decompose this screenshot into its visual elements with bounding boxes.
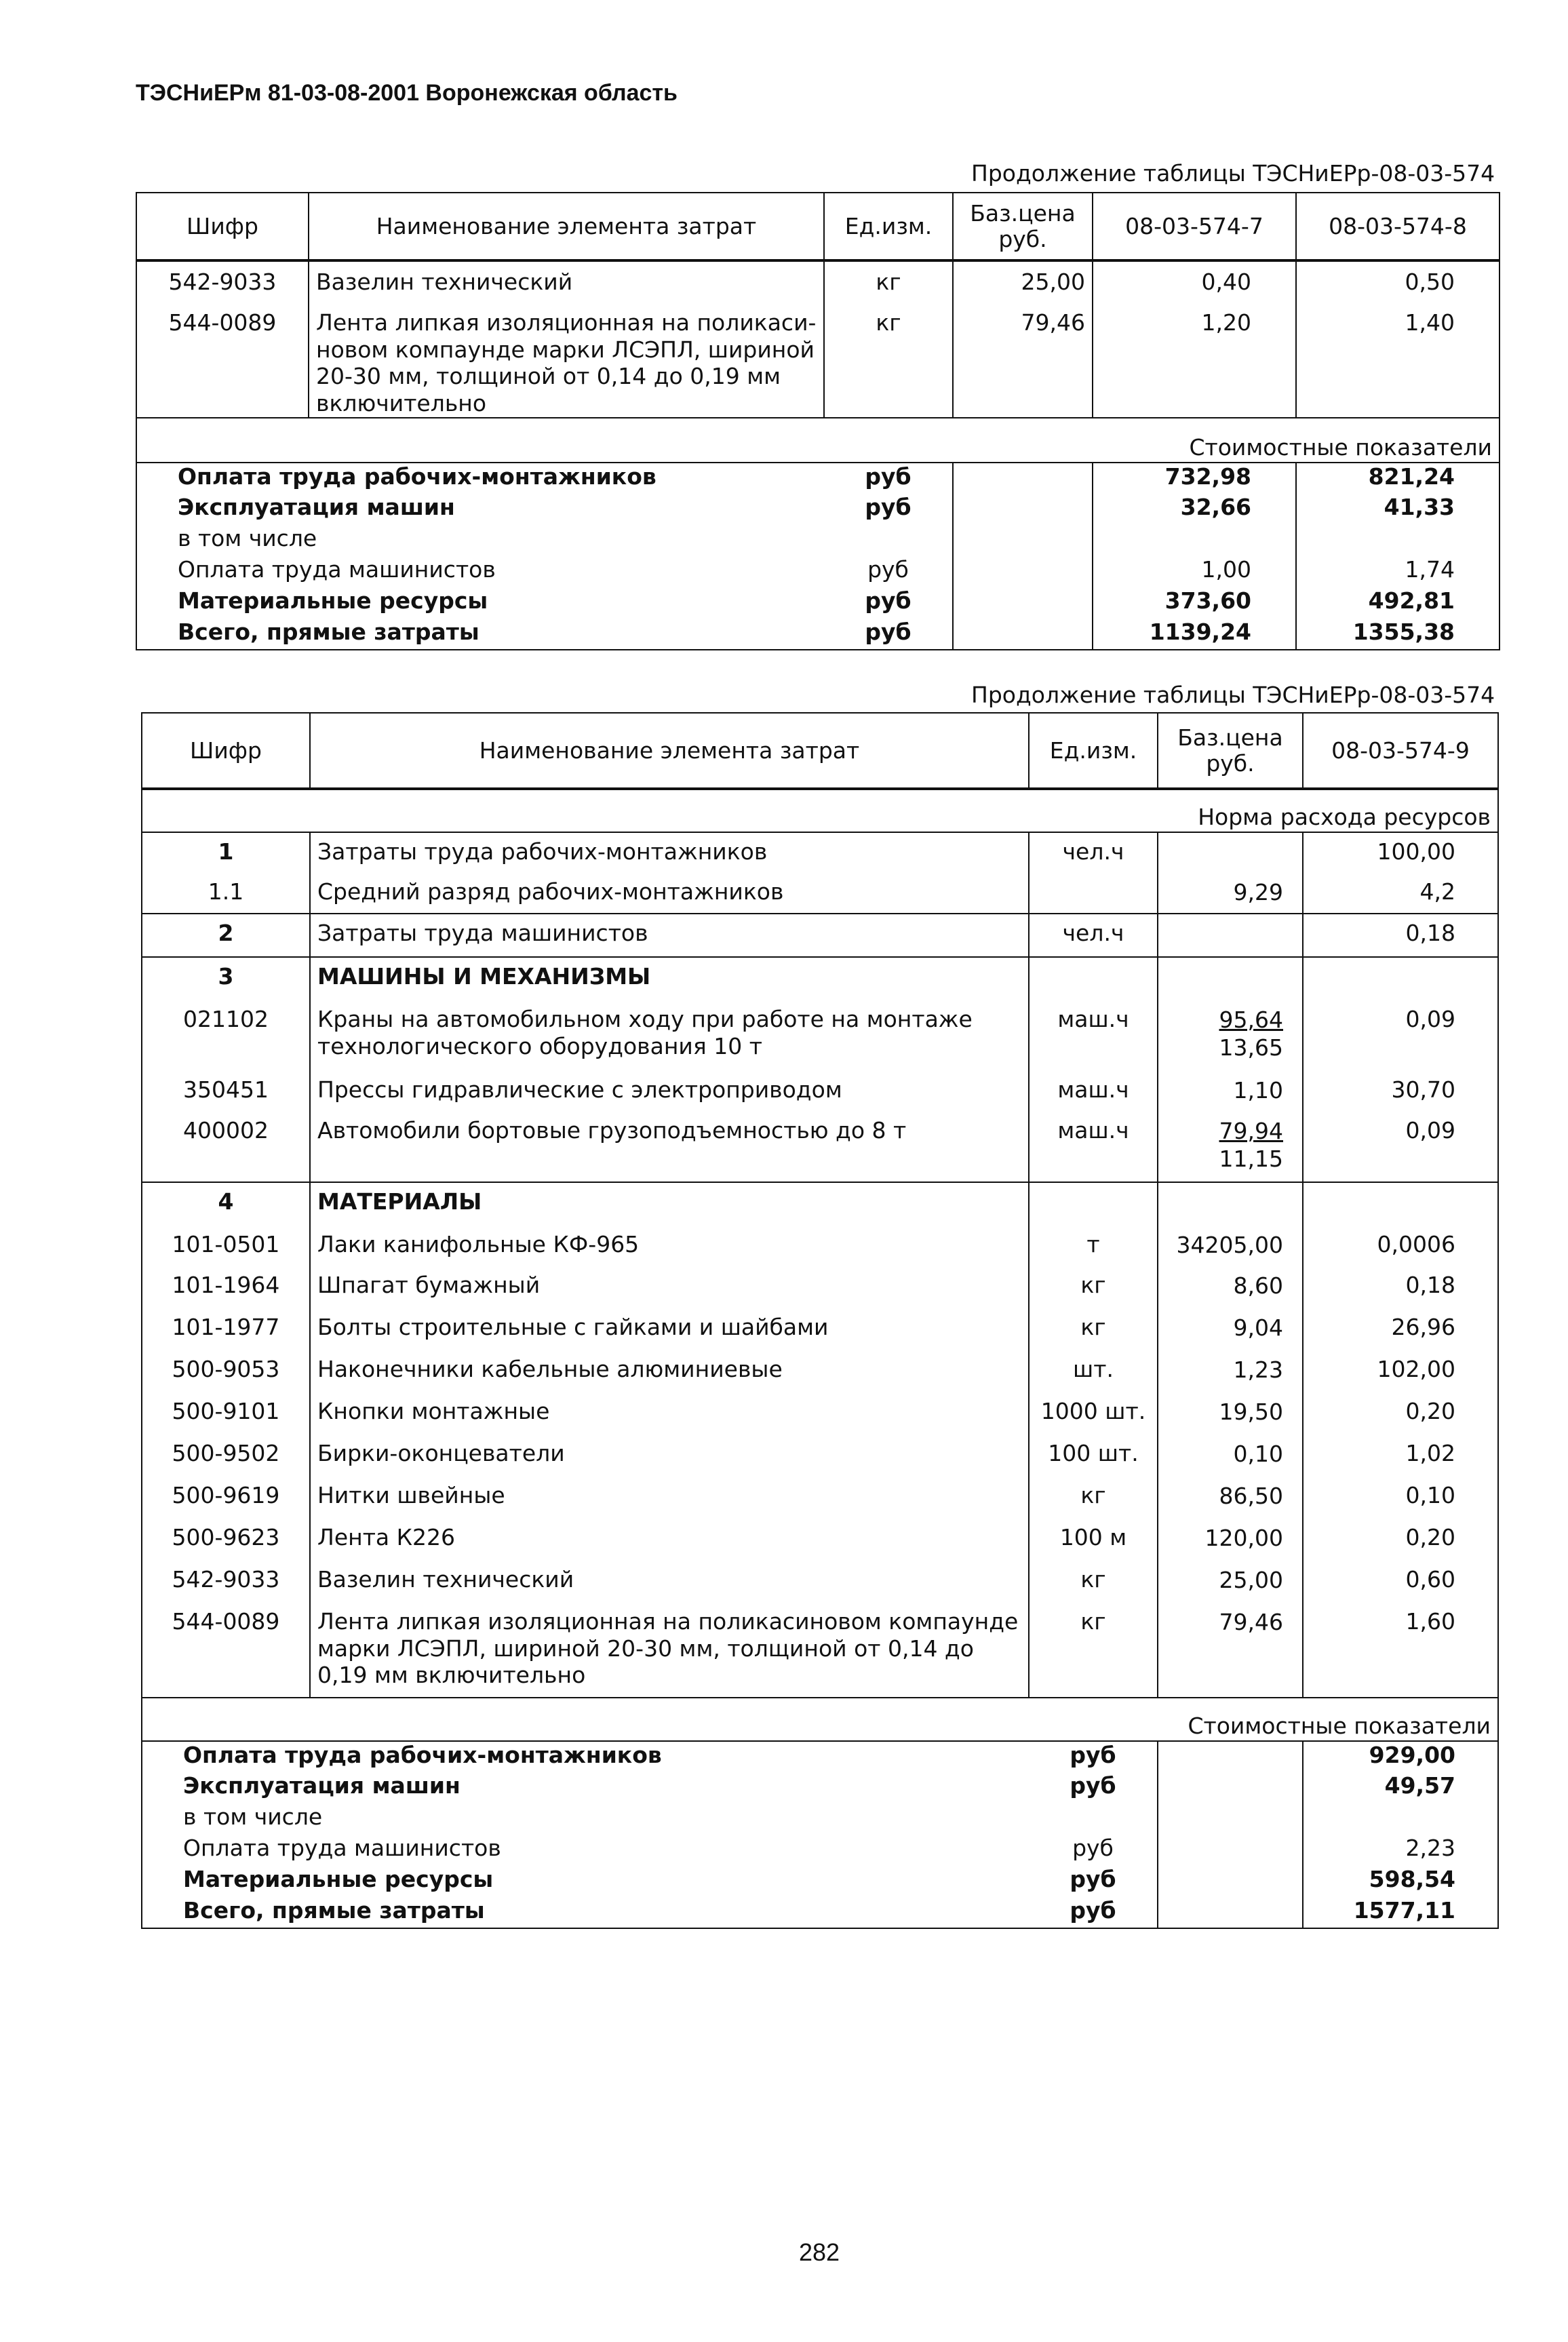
summary-row <box>142 1866 1498 1897</box>
summary-unit: руб <box>824 587 953 619</box>
row-name-line: 20-30 мм, толщиной от 0,14 до 0,19 мм <box>316 363 781 390</box>
row-value: 0,18 <box>1303 914 1498 957</box>
summary-row <box>136 463 1500 494</box>
row-value: 0,0006 <box>1303 1226 1498 1266</box>
row-unit: 1000 шт. <box>1029 1392 1158 1435</box>
table-row <box>142 832 1498 873</box>
summary-row <box>136 619 1500 650</box>
summary-empty <box>953 463 1093 494</box>
row-unit: кг <box>1029 1308 1158 1350</box>
row-value: 0,20 <box>1303 1392 1498 1435</box>
row-name: Лаки канифольные КФ-965 <box>310 1226 1029 1266</box>
summary-unit: руб <box>1029 1741 1158 1772</box>
summary-value: 1577,11 <box>1303 1897 1498 1928</box>
row-price <box>1158 1226 1303 1266</box>
row-code: 350451 <box>142 1071 310 1112</box>
table-row <box>142 1561 1498 1603</box>
summary-value <box>1303 1803 1498 1835</box>
price-value: 9,04 <box>1233 1314 1283 1341</box>
table-row <box>136 260 1500 302</box>
row-code: 500-9623 <box>142 1519 310 1561</box>
row-code: 500-9502 <box>142 1435 310 1477</box>
header-code: Шифр <box>142 713 310 789</box>
row-code: 500-9101 <box>142 1392 310 1435</box>
row-price <box>1158 1561 1303 1603</box>
row-unit <box>1029 1182 1158 1226</box>
table-row <box>142 1519 1498 1561</box>
row-unit: чел.ч <box>1029 914 1158 957</box>
table2-caption: Продолжение таблицы ТЭСНиЕРр-08-03-574 <box>971 682 1495 708</box>
table2-header-row <box>142 713 1498 789</box>
summary-empty <box>953 556 1093 587</box>
summary-label: Материальные ресурсы <box>136 587 824 619</box>
row-price <box>1158 1071 1303 1112</box>
row-name: МАШИНЫ И МЕХАНИЗМЫ <box>310 957 1029 1000</box>
summary-row <box>136 556 1500 587</box>
table-row <box>142 1308 1498 1350</box>
summary-value: 49,57 <box>1303 1772 1498 1803</box>
header-unit: Ед.изм. <box>824 193 953 260</box>
summary-row <box>136 525 1500 556</box>
summary-value-2: 492,81 <box>1296 587 1500 619</box>
row-value: 0,10 <box>1303 1477 1498 1519</box>
summary-empty <box>1158 1803 1303 1835</box>
row-name: Автомобили бортовые грузоподъемностью до 8 т <box>310 1112 1029 1182</box>
row-price: 25,00 <box>953 260 1093 302</box>
section-row <box>136 418 1500 463</box>
row-price <box>1158 1182 1303 1226</box>
summary-empty <box>953 525 1093 556</box>
row-name: Затраты труда машинистов <box>310 914 1029 957</box>
summary-unit: руб <box>824 494 953 525</box>
row-value: 4,2 <box>1303 873 1498 914</box>
summary-unit: руб <box>1029 1772 1158 1803</box>
summary-empty <box>953 587 1093 619</box>
summary-value: 2,23 <box>1303 1835 1498 1866</box>
row-price <box>1158 1392 1303 1435</box>
row-unit <box>1029 873 1158 914</box>
header-price: Баз.цена руб. <box>1158 713 1303 789</box>
row-unit <box>1029 957 1158 1000</box>
summary-empty <box>1158 1835 1303 1866</box>
row-value: 26,96 <box>1303 1308 1498 1350</box>
summary-row <box>142 1803 1498 1835</box>
summary-row <box>136 494 1500 525</box>
row-value: 1,60 <box>1303 1603 1498 1698</box>
row-value-1: 1,20 <box>1093 302 1296 418</box>
row-unit: кг <box>824 302 953 418</box>
summary-empty <box>1158 1897 1303 1928</box>
summary-label: Эксплуатация машин <box>136 494 824 525</box>
header-name: Наименование элемента затрат <box>309 193 824 260</box>
row-unit: 100 шт. <box>1029 1435 1158 1477</box>
row-unit: кг <box>824 260 953 302</box>
table1-caption: Продолжение таблицы ТЭСНиЕРр-08-03-574 <box>971 160 1495 187</box>
summary-label: Эксплуатация машин <box>142 1772 1029 1803</box>
table-row <box>142 1477 1498 1519</box>
row-value: 0,18 <box>1303 1266 1498 1308</box>
table2 <box>141 712 1499 1929</box>
summary-row <box>142 1835 1498 1866</box>
row-value: 0,09 <box>1303 1112 1498 1182</box>
price-value: 19,50 <box>1219 1399 1283 1425</box>
row-code: 500-9619 <box>142 1477 310 1519</box>
row-value: 102,00 <box>1303 1350 1498 1392</box>
row-unit: шт. <box>1029 1350 1158 1392</box>
summary-value-1: 1139,24 <box>1093 619 1296 650</box>
table-row <box>142 1112 1498 1182</box>
row-price <box>1158 1000 1303 1071</box>
summary-empty <box>953 494 1093 525</box>
summary-value: 598,54 <box>1303 1866 1498 1897</box>
row-name: Шпагат бумажный <box>310 1266 1029 1308</box>
section-label: Стоимостные показатели <box>142 1698 1498 1741</box>
row-price <box>1158 1308 1303 1350</box>
table-row <box>142 1226 1498 1266</box>
price-value: 0,10 <box>1233 1441 1283 1467</box>
row-code: 2 <box>142 914 310 957</box>
table-row <box>136 302 1500 418</box>
table-row <box>142 1071 1498 1112</box>
row-value: 1,02 <box>1303 1435 1498 1477</box>
table-row <box>142 1435 1498 1477</box>
row-price <box>1158 1350 1303 1392</box>
row-unit: т <box>1029 1226 1158 1266</box>
summary-empty <box>1158 1866 1303 1897</box>
table-row <box>142 1350 1498 1392</box>
header-col2: 08-03-574-8 <box>1296 193 1500 260</box>
summary-value-2 <box>1296 525 1500 556</box>
price-value: 1,10 <box>1233 1077 1283 1104</box>
row-price <box>1158 1435 1303 1477</box>
row-code: 1.1 <box>142 873 310 914</box>
row-value: 100,00 <box>1303 832 1498 873</box>
header-col1: 08-03-574-7 <box>1093 193 1296 260</box>
row-name-line: новом компаунде марки ЛСЭПЛ, шириной <box>316 336 815 363</box>
row-code: 1 <box>142 832 310 873</box>
price-value-machinist: 13,65 <box>1219 1034 1283 1061</box>
row-code: 3 <box>142 957 310 1000</box>
row-code: 021102 <box>142 1000 310 1071</box>
header-unit: Ед.изм. <box>1029 713 1158 789</box>
row-unit: кг <box>1029 1266 1158 1308</box>
summary-empty <box>953 619 1093 650</box>
row-value-2: 1,40 <box>1296 302 1500 418</box>
row-name: Средний разряд рабочих-монтажников <box>310 873 1029 914</box>
header-code: Шифр <box>136 193 309 260</box>
summary-value-2: 821,24 <box>1296 463 1500 494</box>
row-code: 400002 <box>142 1112 310 1182</box>
price-value: 86,50 <box>1219 1483 1283 1509</box>
row-unit: 100 м <box>1029 1519 1158 1561</box>
table1 <box>136 192 1500 650</box>
summary-value-1: 732,98 <box>1093 463 1296 494</box>
summary-label: Оплата труда машинистов <box>142 1835 1029 1866</box>
row-unit: маш.ч <box>1029 1071 1158 1112</box>
row-code: 542-9033 <box>142 1561 310 1603</box>
row-name-line: Лента липкая изоляционная на поликаси- <box>316 309 817 336</box>
summary-label: в том числе <box>136 525 824 556</box>
norm-label: Норма расхода ресурсов <box>142 789 1498 832</box>
row-name: Вазелин технический <box>310 1561 1029 1603</box>
row-name-line: включительно <box>316 389 487 416</box>
row-value <box>1303 1182 1498 1226</box>
row-name: Бирки-оконцеватели <box>310 1435 1029 1477</box>
row-price <box>1158 1266 1303 1308</box>
row-value-1: 0,40 <box>1093 260 1296 302</box>
summary-unit: руб <box>1029 1835 1158 1866</box>
row-price <box>1158 1477 1303 1519</box>
price-value: 79,94 <box>1219 1118 1283 1144</box>
summary-unit: руб <box>824 619 953 650</box>
header-col1: 08-03-574-9 <box>1303 713 1498 789</box>
summary-label: Оплата труда рабочих-монтажников <box>136 463 824 494</box>
summary-value: 929,00 <box>1303 1741 1498 1772</box>
summary-value-1 <box>1093 525 1296 556</box>
summary-unit: руб <box>824 556 953 587</box>
summary-unit <box>824 525 953 556</box>
price-value-machinist: 11,15 <box>1219 1146 1283 1173</box>
table1-header-row <box>136 193 1500 260</box>
row-unit: маш.ч <box>1029 1112 1158 1182</box>
row-unit: кг <box>1029 1561 1158 1603</box>
row-price <box>1158 832 1303 873</box>
price-value: 34205,00 <box>1176 1232 1283 1258</box>
summary-row <box>142 1741 1498 1772</box>
summary-value-1: 32,66 <box>1093 494 1296 525</box>
row-name: Наконечники кабельные алюминиевые <box>310 1350 1029 1392</box>
row-code: 4 <box>142 1182 310 1226</box>
row-price <box>1158 957 1303 1000</box>
summary-label: Материальные ресурсы <box>142 1866 1029 1897</box>
row-name: Кнопки монтажные <box>310 1392 1029 1435</box>
row-value: 0,09 <box>1303 1000 1498 1071</box>
summary-empty <box>1158 1741 1303 1772</box>
price-value: 9,29 <box>1233 879 1283 905</box>
table-row <box>142 1603 1498 1698</box>
row-name: Затраты труда рабочих-монтажников <box>310 832 1029 873</box>
row-value-2: 0,50 <box>1296 260 1500 302</box>
summary-row <box>142 1897 1498 1928</box>
summary-label: Всего, прямые затраты <box>142 1897 1029 1928</box>
header-name: Наименование элемента затрат <box>310 713 1029 789</box>
table-row <box>142 1182 1498 1226</box>
row-name: Прессы гидравлические с электроприводом <box>310 1071 1029 1112</box>
summary-label: Оплата труда машинистов <box>136 556 824 587</box>
summary-value-1: 373,60 <box>1093 587 1296 619</box>
price-value: 95,64 <box>1219 1007 1283 1033</box>
row-unit: кг <box>1029 1477 1158 1519</box>
summary-label: Оплата труда рабочих-монтажников <box>142 1741 1029 1772</box>
page-number: 282 <box>799 2238 840 2266</box>
row-price <box>1158 873 1303 914</box>
table-row <box>142 873 1498 914</box>
summary-unit <box>1029 1803 1158 1835</box>
summary-empty <box>1158 1772 1303 1803</box>
price-value: 79,46 <box>1219 1609 1283 1635</box>
summary-row <box>136 587 1500 619</box>
row-code: 500-9053 <box>142 1350 310 1392</box>
row-code: 544-0089 <box>142 1603 310 1698</box>
row-value <box>1303 957 1498 1000</box>
row-price <box>1158 914 1303 957</box>
table-row <box>142 1392 1498 1435</box>
summary-unit: руб <box>1029 1866 1158 1897</box>
price-value: 1,23 <box>1233 1357 1283 1383</box>
row-name: МАТЕРИАЛЫ <box>310 1182 1029 1226</box>
row-price <box>1158 1603 1303 1698</box>
norm-row <box>142 789 1498 832</box>
table-row <box>142 957 1498 1000</box>
page-header: ТЭСНиЕРм 81-03-08-2001 Воронежская область <box>136 80 678 106</box>
summary-value-2: 41,33 <box>1296 494 1500 525</box>
row-value: 0,60 <box>1303 1561 1498 1603</box>
section-row <box>142 1698 1498 1741</box>
summary-row <box>142 1772 1498 1803</box>
table-row <box>142 1000 1498 1071</box>
row-price <box>1158 1112 1303 1182</box>
row-name: Лента К226 <box>310 1519 1029 1561</box>
price-value: 25,00 <box>1219 1567 1283 1593</box>
summary-label: Всего, прямые затраты <box>136 619 824 650</box>
header-price: Баз.цена руб. <box>953 193 1093 260</box>
row-code: 101-1977 <box>142 1308 310 1350</box>
summary-unit: руб <box>1029 1897 1158 1928</box>
row-price <box>1158 1519 1303 1561</box>
summary-value-2: 1,74 <box>1296 556 1500 587</box>
row-price: 79,46 <box>953 302 1093 418</box>
row-name <box>309 302 824 418</box>
price-value: 120,00 <box>1204 1525 1283 1551</box>
row-unit: маш.ч <box>1029 1000 1158 1071</box>
row-unit: чел.ч <box>1029 832 1158 873</box>
section-label: Стоимостные показатели <box>136 418 1500 463</box>
row-code: 542-9033 <box>136 260 309 302</box>
table-row <box>142 914 1498 957</box>
price-value: 8,60 <box>1233 1272 1283 1299</box>
row-code: 544-0089 <box>136 302 309 418</box>
row-name: Краны на автомобильном ходу при работе на монтаже технологического оборудования 10 т <box>310 1000 1029 1071</box>
summary-value-2: 1355,38 <box>1296 619 1500 650</box>
row-unit: кг <box>1029 1603 1158 1698</box>
row-name: Болты строительные с гайками и шайбами <box>310 1308 1029 1350</box>
row-value: 30,70 <box>1303 1071 1498 1112</box>
row-code: 101-1964 <box>142 1266 310 1308</box>
table-row <box>142 1266 1498 1308</box>
row-name: Лента липкая изоляционная на поликасиновом компаунде марки ЛСЭПЛ, шириной 20-30 мм, толщиной от 0,14 до 0,19 мм включительно <box>310 1603 1029 1698</box>
row-name: Нитки швейные <box>310 1477 1029 1519</box>
row-name: Вазелин технический <box>309 260 824 302</box>
row-value: 0,20 <box>1303 1519 1498 1561</box>
summary-unit: руб <box>824 463 953 494</box>
summary-label: в том числе <box>142 1803 1029 1835</box>
summary-value-1: 1,00 <box>1093 556 1296 587</box>
row-code: 101-0501 <box>142 1226 310 1266</box>
